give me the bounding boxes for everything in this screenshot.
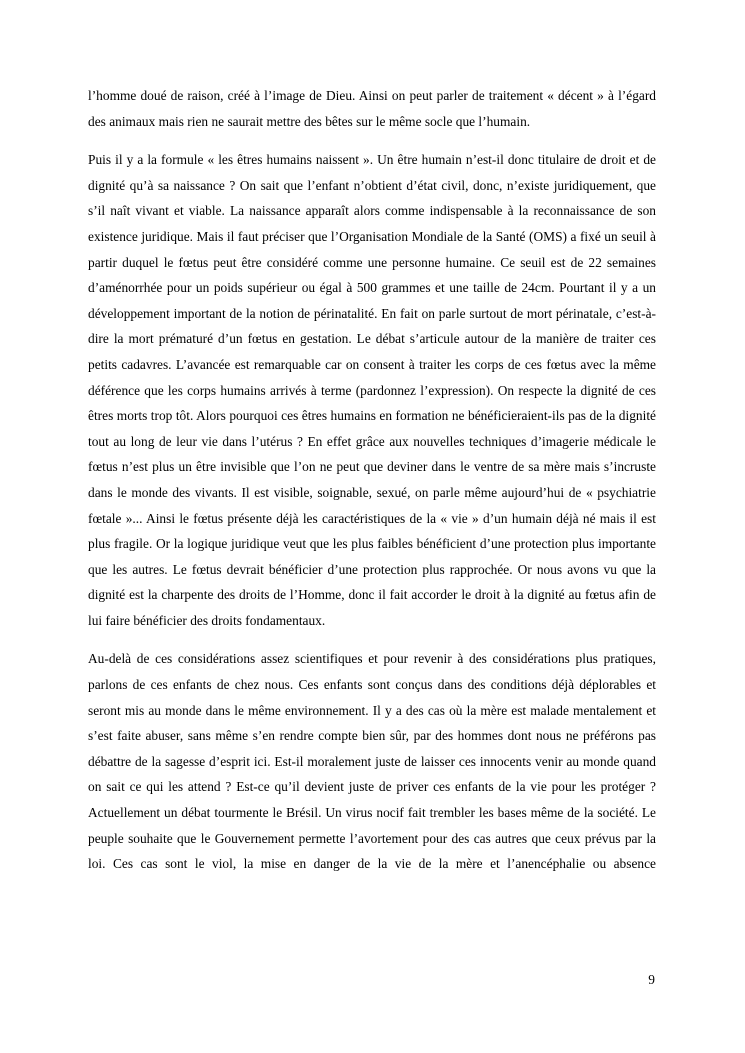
text-line: fragile. Or la logique juridique veut que les plus faibles bénéficient d’une protection plus (114, 536, 595, 552)
paragraph-3 (88, 646, 656, 876)
paragraph-2 (88, 147, 656, 633)
page-number: 9 (648, 972, 655, 987)
text-line: à l’égard des animaux mais rien ne saurait mettre des bêtes sur le même socle que l’humain. (88, 88, 657, 129)
text-line: nous avons vu que la dignité est la charpente des droits de l’Homme, donc il fait accorder le (88, 561, 656, 603)
text-line: débat tourmente le Brésil. Un virus nocif fait trembler les bases même de la société. Le peuple (88, 805, 656, 846)
text-line: souhaite que le Gouvernement permette l’avortement pour des cas autres que ceux prévus par (128, 830, 642, 846)
text-line: supérieur ou égal à 500 grammes et une taille de 24cm. Pourtant il y a un développement (88, 280, 656, 321)
text-line: droit et de dignité qu’à sa naissance ? On sait que l’enfant n’obtient d’état civil, donc, n’existe (88, 152, 656, 193)
text-line: la mort prématuré d’un fœtus en gestation. Le débat s’articule autour de la manière de traiter (113, 331, 634, 347)
text-line: mère est malade mentalement et s’est faite abuser, sans même s’en rendre compte bien sûr, (88, 702, 656, 744)
text-line: juridiquement, que s’il naît vivant et viable. La naissance apparaît alors comme indispensable (88, 177, 656, 219)
text-line: droit à la dignité au fœtus afin de lui faire bénéficier des droits fondamentaux. (88, 587, 656, 628)
text-line: comme une personne humaine. Ce seuil est de 22 semaines d’aménorrhée pour un poids (88, 254, 656, 296)
text-line: aux nouvelles techniques d’imagerie médicale le fœtus n’est plus un être invisible que l’on ne (88, 433, 656, 475)
text-line: ne bénéficieraient-ils pas de la dignité tout au long de leur vie dans l’utérus ? En effet grâce (88, 408, 656, 449)
text-line: ces petits cadavres. L’avancée est remarquable car on consent à traiter les corps de ces fœtus (88, 331, 656, 372)
text-line: à la reconnaissance de son existence juridique. Mais il faut préciser que l’Organisation (88, 203, 656, 244)
text-line: visible, soignable, sexué, on parle même aujourd’hui de « psychiatrie fœtale »... Ainsi le (88, 484, 656, 526)
body-text (88, 83, 656, 890)
text-line: Au-delà de ces considérations assez scientifiques et pour revenir à des considérations plus (88, 651, 598, 667)
text-line: respecte la dignité de ces êtres morts trop tôt. Alors pourquoi ces êtres humains en formation (88, 382, 656, 424)
text-line: peut que deviner dans le ventre de sa mère mais s’incruste dans le monde des vivants. Il est (88, 459, 656, 500)
text-line: important de la notion de périnatalité. En fait on parle surtout de mort périnatale, c’est-à-dire (88, 305, 656, 347)
text-line: déjà déplorables et seront mis au monde dans le même environnement. Il y a des cas où la (88, 677, 656, 718)
text-line: l’homme doué de raison, créé à l’image de Dieu. Ainsi on peut parler de traitement « décent » (88, 88, 604, 103)
text-line: Puis il y a la formule « les êtres humains naissent ». Un être humain n’est-il donc titulaire de (88, 152, 597, 168)
text-line: pratiques, parlons de ces enfants de chez nous. Ces enfants sont conçus dans des conditions (88, 651, 656, 693)
text-line: fœtus présente déjà les caractéristiques de la « vie » d’un humain déjà né mais il est plus (88, 510, 656, 552)
text-line: moralement juste de laisser ces innocents venir au monde quand on sait ce qui les attend ? (88, 753, 656, 795)
text-line: importante que les autres. Le fœtus devrait bénéficier d’une protection plus rapprochée. Or (88, 536, 656, 577)
text-line: avec la même déférence que les corps humains arrivés à terme (pardonnez l’expression). On (88, 356, 656, 398)
text-line: la loi. Ces cas sont le viol, la mise en danger de la vie de la mère et l’anencéphalie ou absence (88, 830, 656, 872)
paragraph-1 (88, 83, 656, 134)
text-line: Est-ce qu’il devient juste de priver ces enfants de la vie pour les protéger ? Actuellement un (88, 779, 656, 821)
text-line: par des hommes dont nous ne préférons pas débattre de la sagesse d’esprit ici. Est-il (88, 728, 656, 769)
text-line: Mondiale de la Santé (OMS) a fixé un seuil à partir duquel le fœtus peut être considéré (88, 228, 656, 270)
